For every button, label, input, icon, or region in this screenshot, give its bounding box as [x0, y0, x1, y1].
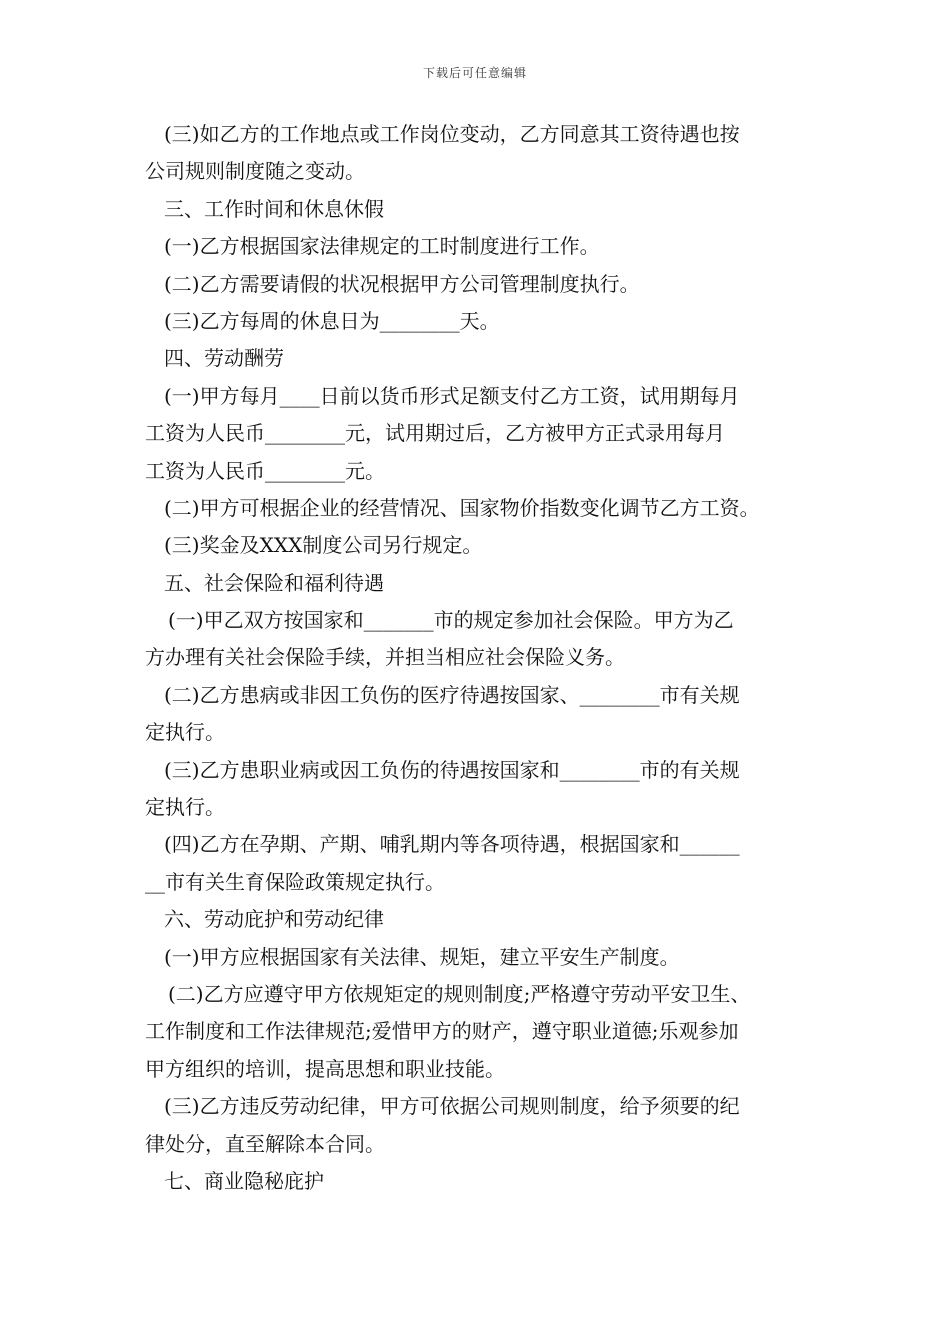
paragraph-line: (三)乙方违反劳动纪律，甲方可依据公司规则制度，给予须要的纪: [164, 1094, 740, 1119]
paragraph-line: (二)甲方可根据企业的经营情况、国家物价指数变化调节乙方工资。: [164, 495, 760, 520]
paragraph-line: 方办理有关社会保险手续，并担当相应社会保险义务。: [145, 645, 625, 670]
paragraph-line: 公司规则制度随之变动。: [145, 159, 365, 184]
section-heading: 四、劳动酬劳: [164, 346, 284, 371]
page-header: 下载后可任意编辑: [422, 66, 527, 80]
paragraph-line: (二)乙方需要请假的状况根据甲方公司管理制度执行。: [164, 271, 640, 296]
section-heading: 六、劳动庇护和劳动纪律: [164, 907, 384, 932]
paragraph-line: 律处分，直至解除本合同。: [145, 1131, 385, 1156]
paragraph-line: 工作制度和工作法律规范;爱惜甲方的财产，遵守职业道德;乐观参加: [145, 1019, 739, 1044]
section-heading: 三、工作时间和休息休假: [164, 196, 384, 221]
paragraph-line: (二)乙方应遵守甲方依规矩定的规则制度;严格遵守劳动平安卫生、: [168, 981, 751, 1006]
paragraph-line: 定执行。: [145, 795, 225, 820]
paragraph-line: (二)乙方患病或非因工负伤的医疗待遇按国家、________市有关规: [164, 682, 740, 707]
section-heading: 五、社会保险和福利待遇: [164, 570, 384, 595]
document-body: [145, 116, 815, 1200]
paragraph-line: 甲方组织的培训，提高思想和职业技能。: [145, 1056, 505, 1081]
paragraph-line: __市有关生育保险政策规定执行。: [145, 869, 445, 894]
paragraph-line: 工资为人民币________元，试用期过后，乙方被甲方正式录用每月: [145, 421, 725, 446]
paragraph-line: (三)乙方患职业病或因工负伤的待遇按国家和________市的有关规: [164, 757, 740, 782]
paragraph-line: (三)奖金及XXX制度公司另行规定。: [164, 533, 483, 558]
paragraph-line: (一)乙方根据国家法律规定的工时制度进行工作。: [164, 234, 600, 259]
section-heading: 七、商业隐秘庇护: [164, 1168, 324, 1193]
paragraph-line: 工资为人民币________元。: [145, 458, 385, 483]
paragraph-line: (三)乙方每周的休息日为________天。: [164, 308, 500, 333]
paragraph-line: (一)甲乙双方按国家和_______市的规定参加社会保险。甲方为乙: [168, 608, 734, 633]
paragraph-line: (四)乙方在孕期、产期、哺乳期内等各项待遇，根据国家和______: [164, 832, 740, 857]
paragraph-line: (三)如乙方的工作地点或工作岗位变动，乙方同意其工资待遇也按: [164, 122, 740, 146]
paragraph-line: 定执行。: [145, 720, 225, 745]
paragraph-line: (一)甲方每月____日前以货币形式足额支付乙方工资，试用期每月: [164, 383, 740, 408]
paragraph-line: (一)甲方应根据国家有关法律、规矩，建立平安生产制度。: [164, 944, 680, 969]
